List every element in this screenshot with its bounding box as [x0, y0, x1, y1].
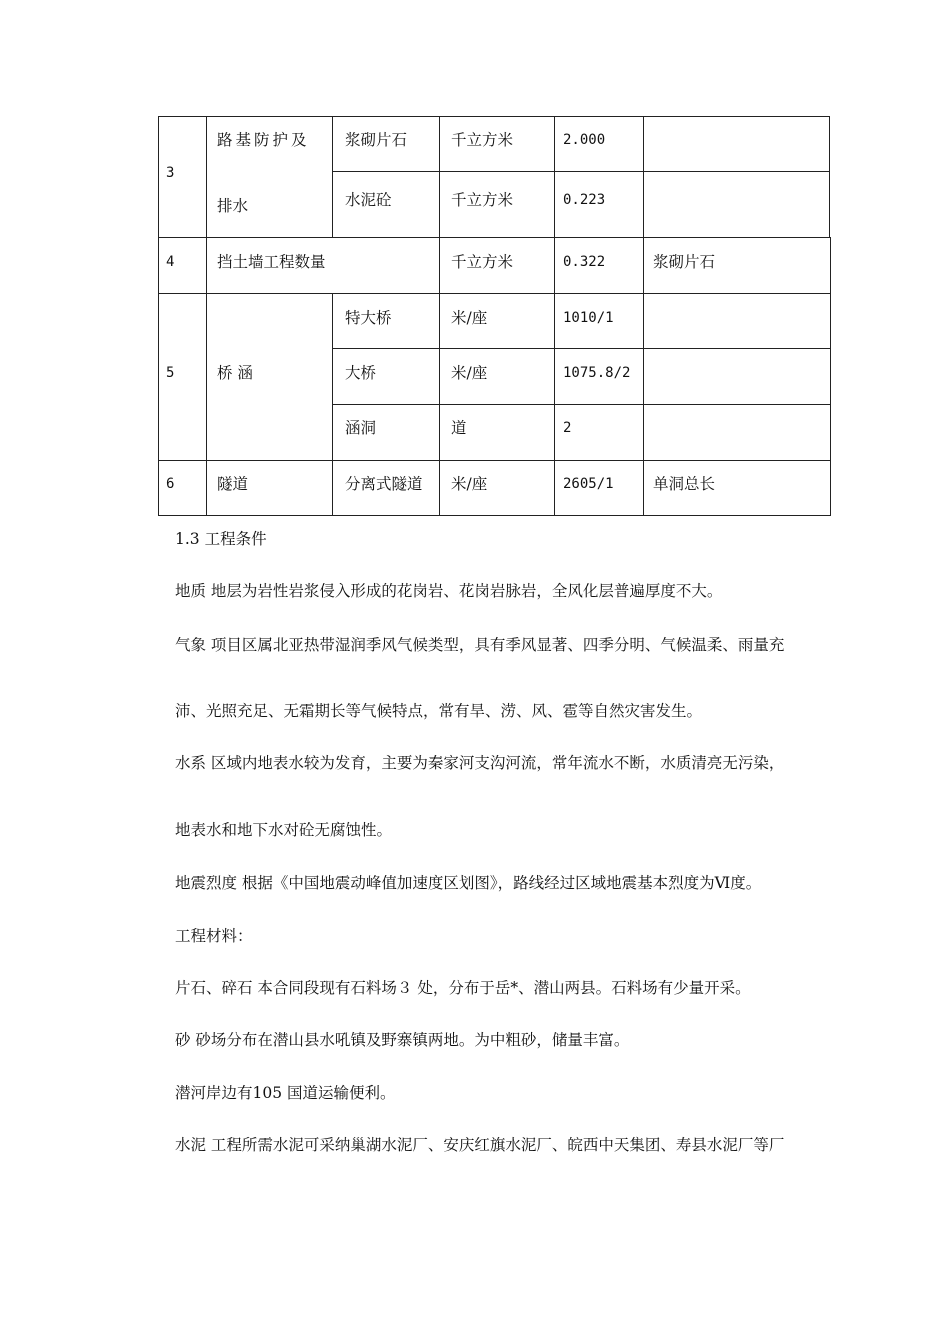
quantity: 1075.8/2	[563, 365, 631, 381]
sub-item-name: 特大桥	[345, 309, 392, 327]
quantity: 0.223	[563, 192, 606, 208]
unit: 道	[451, 419, 467, 437]
paragraph-line: 沛、光照充足、无霜期长等气候特点，常有旱、涝、风、雹等自然灾害发生。	[175, 702, 703, 720]
quantity: 1010/1	[563, 310, 614, 326]
paragraph-line: 地表水和地下水对砼无腐蚀性。	[175, 821, 393, 839]
sub-item-name: 分离式隧道	[345, 475, 423, 493]
sub-item-name: 浆砌片石	[345, 131, 408, 149]
table-rule	[158, 460, 831, 461]
note: 浆砌片石	[653, 253, 716, 271]
table-rule	[158, 515, 831, 516]
table-rule	[439, 116, 440, 516]
row-number: 5	[166, 365, 175, 381]
table-rule	[332, 348, 831, 349]
table-rule	[830, 237, 831, 294]
table-rule	[206, 116, 207, 516]
quantity: 2.000	[563, 132, 606, 148]
paragraph-line: 地震烈度 根据《中国地震动峰值加速度区划图》，路线经过区域地震基本烈度为Ⅵ度。	[175, 874, 762, 892]
item-name: 排水	[217, 197, 249, 215]
quantity: 2605/1	[563, 476, 614, 492]
table-rule	[332, 404, 831, 405]
item-name: 路基防护及	[217, 131, 310, 149]
table-rule	[829, 116, 830, 238]
unit: 米/座	[451, 475, 488, 493]
unit: 米/座	[451, 364, 488, 382]
paragraph-line: 砂 砂场分布在潜山县水吼镇及野寨镇两地。为中粗砂，储量丰富。	[175, 1031, 630, 1049]
section-heading: 1.3 工程条件	[175, 530, 267, 548]
item-name: 隧道	[217, 475, 249, 493]
sub-item-name: 大桥	[345, 364, 377, 382]
row-number: 4	[166, 254, 175, 270]
quantity: 0.322	[563, 254, 606, 270]
note: 单洞总长	[653, 475, 716, 493]
table-rule	[643, 116, 644, 516]
table-rule	[332, 293, 333, 516]
sub-item-name: 涵洞	[345, 419, 377, 437]
table-rule	[158, 237, 830, 238]
paragraph-line: 地质 地层为岩性岩浆侵入形成的花岗岩、花岗岩脉岩，全风化层普遍厚度不大。	[175, 582, 723, 600]
paragraph-line: 片石、碎石 本合同段现有石料场３ 处，分布于岳*、潜山两县。石料场有少量开采。	[175, 979, 751, 997]
table-rule	[332, 116, 333, 238]
table-rule	[830, 293, 831, 516]
unit: 千立方米	[451, 191, 514, 209]
table-rule	[554, 116, 555, 516]
paragraph-line: 潜河岸边有105 国道运输便利。	[175, 1084, 396, 1102]
paragraph-line: 水泥 工程所需水泥可采纳巢湖水泥厂、安庆红旗水泥厂、皖西中天集团、寿县水泥厂等厂	[175, 1136, 785, 1154]
item-name: 挡土墙工程数量	[217, 253, 326, 271]
row-number: 3	[166, 165, 175, 181]
paragraph-line: 气象 项目区属北亚热带湿润季风气候类型，具有季风显著、四季分明、气候温柔、雨量充	[175, 636, 785, 654]
table-rule	[158, 116, 830, 117]
unit: 千立方米	[451, 253, 514, 271]
paragraph-line: 水系 区域内地表水较为发育，主要为秦家河支沟河流，常年流水不断，水质清亮无污染，	[175, 754, 785, 772]
paragraph-line: 工程材料：	[175, 927, 253, 945]
unit: 米/座	[451, 309, 488, 327]
table-rule	[158, 293, 831, 294]
unit: 千立方米	[451, 131, 514, 149]
item-name: 桥 涵	[217, 364, 253, 382]
row-number: 6	[166, 476, 175, 492]
sub-item-name: 水泥砼	[345, 191, 392, 209]
table-rule	[158, 116, 159, 516]
quantity: 2	[563, 420, 572, 436]
table-rule	[332, 171, 829, 172]
